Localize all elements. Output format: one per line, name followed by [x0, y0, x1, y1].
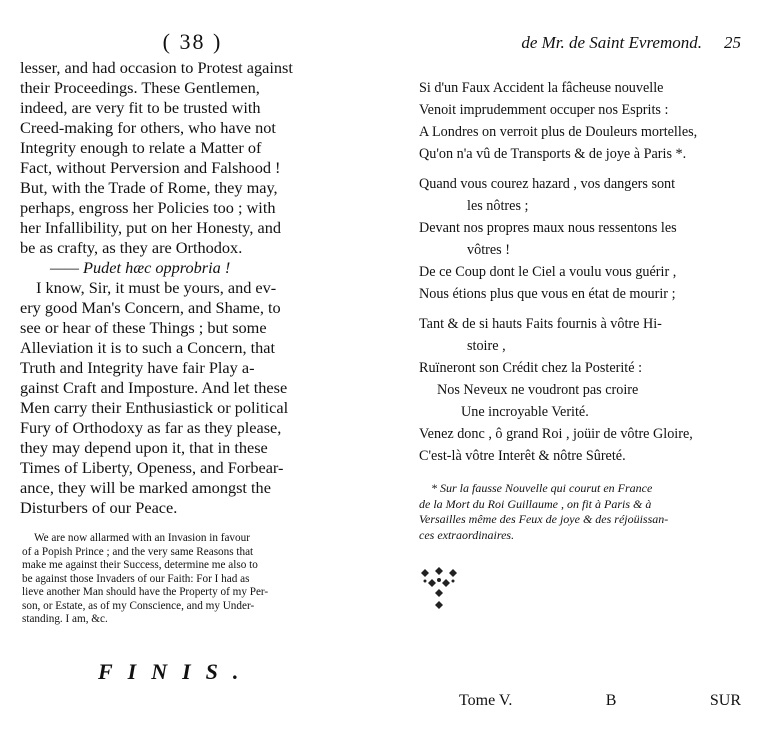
stanza-break	[419, 305, 741, 313]
verse-line: Devant nos propres maux nous ressentons les	[419, 220, 677, 236]
text-line: gainst Craft and Imposture. And let these	[20, 378, 288, 397]
footnote-line: lieve another Man should have the Property of my Per-	[22, 586, 269, 598]
text-line: see or hear of these Things ; but some	[20, 318, 267, 337]
verse-line: Si d'un Faux Accident la fâcheuse nouvelle	[419, 80, 664, 96]
stanza-break	[419, 165, 741, 173]
text-line: perhaps, engross her Policies too ; with	[20, 198, 276, 217]
latin-quote: —— Pudet hæc opprobria !	[50, 258, 231, 277]
verse-line: C'est-là vôtre Interêt & nôtre Sûreté.	[419, 448, 626, 464]
verse-line: Une incroyable Verité.	[461, 404, 589, 420]
verse-line: Qu'on n'a vû de Transports & de joye à Paris *.	[419, 146, 687, 162]
footnote-right	[419, 481, 741, 543]
verse-line: Quand vous courez hazard , vos dangers sont	[419, 176, 676, 192]
right-page	[385, 0, 769, 731]
verse-line: De ce Coup dont le Ciel a voulu vous guérir ,	[419, 264, 677, 280]
footnote-line: make me against their Success, determine me also to	[22, 559, 258, 571]
text-line: Men carry their Enthusiastick or political	[20, 398, 289, 417]
text-line: Integrity enough to relate a Matter of	[20, 138, 262, 157]
left-body-text	[20, 58, 365, 518]
catchword: SUR	[709, 692, 741, 709]
footnote-line: Versailles même des Feux de joye & des réjoüissan-	[419, 512, 669, 526]
text-line: ery good Man's Concern, and Shame, to	[20, 298, 281, 317]
verse-line: Venoit imprudemment occuper nos Esprits :	[419, 102, 669, 118]
footnote-left	[20, 532, 365, 627]
verse-line: Nos Neveux ne voudront pas croire	[437, 382, 639, 398]
text-line: indeed, are very fit to be trusted with	[20, 98, 261, 117]
running-header	[419, 32, 741, 54]
text-line: they may depend upon it, that in these	[20, 438, 268, 457]
signature-line	[419, 692, 741, 710]
poem	[419, 77, 741, 467]
signature-mark: B	[605, 692, 617, 709]
text-line: ance, they will be marked amongst the	[20, 478, 271, 497]
verse-line: A Londres on verroit plus de Douleurs mortelles,	[419, 124, 698, 140]
running-title: de Mr. de Saint Evremond.	[521, 33, 702, 52]
text-line: be as crafty, as they are Orthodox.	[20, 238, 243, 257]
footnote-line: be against those Invaders of our Faith: For I had as	[22, 572, 250, 585]
footnote-line: de la Mort du Roi Guillaume , on fit à Paris & à	[419, 496, 652, 511]
text-line: But, with the Trade of Rome, they may,	[20, 178, 278, 197]
footnote-line: of a Popish Prince ; and the very same Reasons that	[22, 545, 254, 558]
text-line: Fury of Orthodoxy as far as they please,	[20, 418, 282, 437]
verse-line: Tant & de si hauts Faits fournis à vôtre Hi-	[419, 316, 662, 332]
text-line: Truth and Integrity have fair Play a-	[20, 358, 255, 377]
verse-line: Ruïneront son Crédit chez la Posterité :	[419, 360, 643, 376]
volume-label: Tome V.	[459, 692, 513, 709]
verse-line: les nôtres ;	[467, 198, 529, 214]
verse-line: vôtres !	[467, 242, 510, 258]
fleuron-ornament-icon	[419, 565, 459, 613]
verse-line: Venez donc , ô grand Roi , joüir de vôtre Gloire,	[419, 426, 693, 442]
footnote-line: * Sur la fausse Nouvelle qui courut en France	[431, 481, 653, 495]
text-line: Fact, without Perversion and Falshood !	[20, 158, 281, 177]
text-line: Creed-making for others, who have not	[20, 118, 276, 137]
page-number-left: ( 38 )	[162, 29, 223, 54]
text-line: Times of Liberty, Openess, and Forbear-	[20, 458, 284, 477]
verse-line: stoire ,	[467, 338, 506, 354]
page-number-right: 25	[724, 33, 741, 52]
verse-line: Nous étions plus que vous en état de mourir ;	[419, 286, 676, 302]
footnote-line: ces extraordinaires.	[419, 527, 515, 542]
text-line: her Infallibility, put on her Honesty, and	[20, 218, 282, 237]
text-line: Disturbers of our Peace.	[20, 498, 178, 517]
text-line: their Proceedings. These Gentlemen,	[20, 78, 260, 97]
finis-heading: FINIS.	[98, 658, 254, 684]
text-line: Alleviation it is to such a Concern, that	[20, 338, 276, 357]
footnote-line: standing. I am, &c.	[22, 613, 108, 625]
text-line: I know, Sir, it must be yours, and ev-	[36, 278, 277, 297]
footnote-line: We are now allarmed with an Invasion in favour	[34, 532, 250, 544]
footnote-line: son, or Estate, as of my Conscience, and my Under-	[22, 599, 255, 612]
text-line: lesser, and had occasion to Protest against	[20, 58, 293, 77]
